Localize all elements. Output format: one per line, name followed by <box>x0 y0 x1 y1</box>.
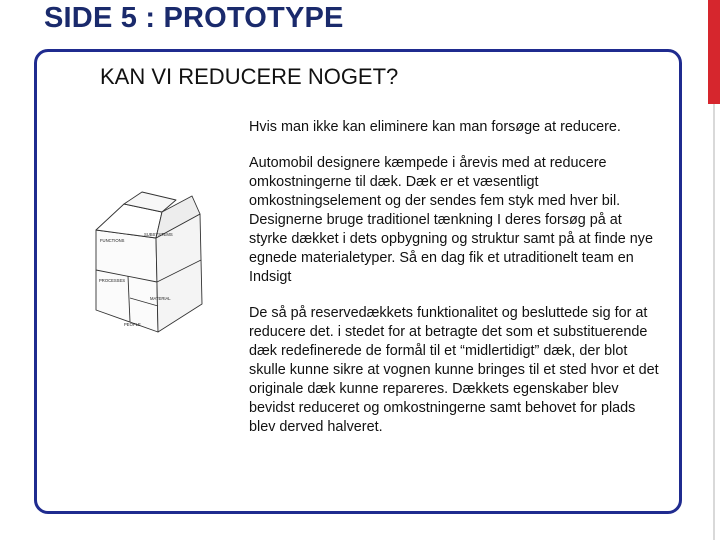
side-rule <box>713 104 715 540</box>
label-processes: PROCESSES <box>99 278 126 283</box>
body-text <box>249 118 659 454</box>
accent-bar <box>708 0 720 104</box>
paragraph-spare-tire: De så på reservedækkets funktionalitet og besluttede sig for at reducere det. i stedet for at betragte det som et substituerende dæk redefinerede de formål til et “midlertidigt” dæk, der blot skulle kunne sikre at vognen kunne bringes til et sted hvor et det originale dæk kunne repareres. Dækkets egenskaber blev bevidst reduceret og omkostningerne samt behovet for plads blev derved halveret. <box>249 305 659 435</box>
label-functions: FUNCTIONS <box>100 238 125 243</box>
paragraph-automobile: Automobil designere kæmpede i årevis med at reducere omkostningerne til dæk. Dæk er et væsentligt omkostningselement og der sendes fem styk med hver bil. Designerne bruge traditionel tænkning I deres forsøg på at styrke dækket i dets opbygning og struktur samt på at finde nye egnede materialetyper. Så en dag fik et utraditionelt team en Indsigt <box>249 155 653 285</box>
box-diagram <box>88 186 212 336</box>
box-diagram-drawing <box>88 186 212 336</box>
section-heading: KAN VI REDUCERE NOGET? <box>100 64 399 89</box>
slide-title: SIDE 5 : PROTOTYPE <box>44 2 344 34</box>
label-people: PEOPLE <box>124 322 141 327</box>
label-material: MATERIAL <box>150 296 171 301</box>
label-subsystems: SUBSYSTEMS <box>144 232 173 237</box>
paragraph-intro: Hvis man ikke kan eliminere kan man forsøge at reducere. <box>249 119 621 135</box>
